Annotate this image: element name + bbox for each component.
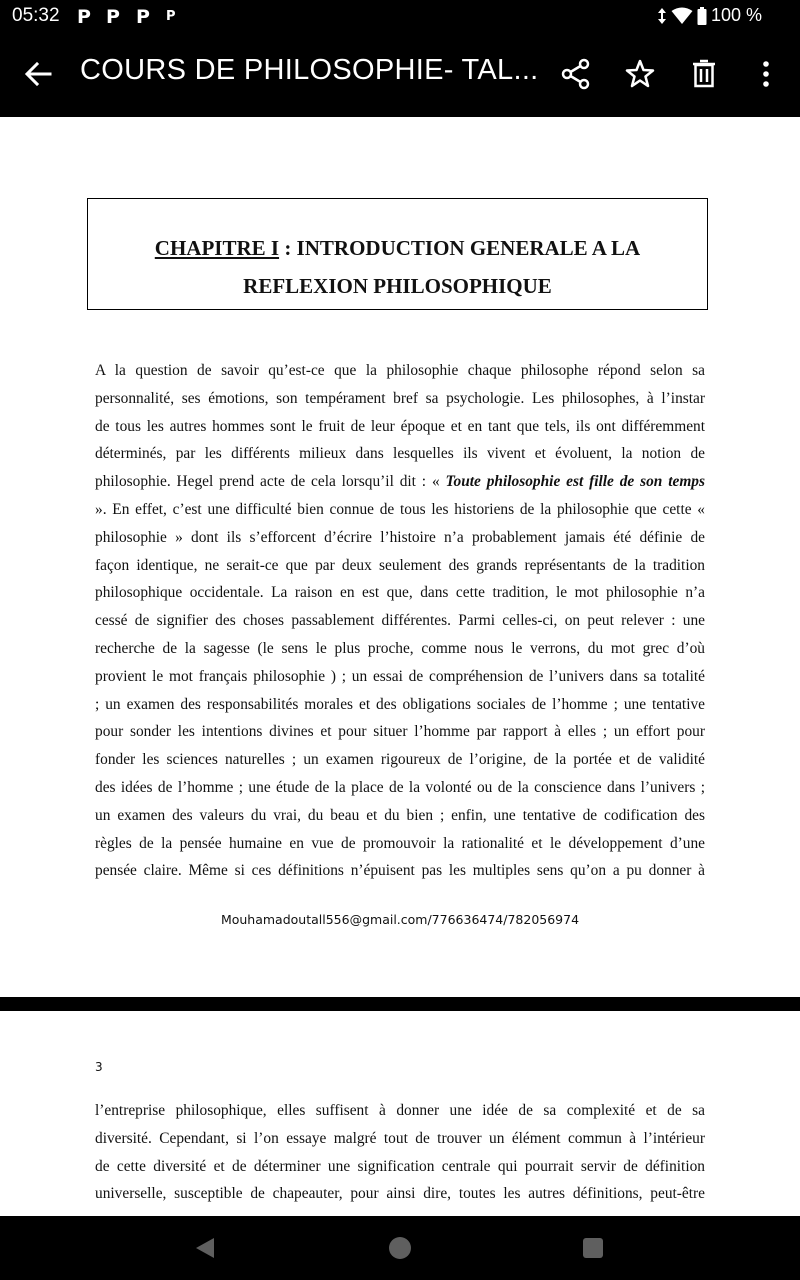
document-page[interactable]	[0, 117, 800, 997]
star-button[interactable]	[623, 57, 657, 91]
text-line: déterminés, par les différents milieux dans lesquelles ils vivent et évoluent, la notion de	[95, 445, 705, 463]
text-line: personnalité, ses émotions, son tempérament bref sa psychologie. Les philosophes, à l’instar	[95, 389, 705, 407]
share-icon	[559, 57, 593, 91]
body-paragraph	[95, 1097, 705, 1208]
more-vert-icon	[749, 57, 783, 91]
text-line: un examen des valeurs du vrai, du beau et du bien ; enfin, une tentative de codification des	[95, 806, 705, 824]
chapter-heading	[87, 198, 708, 310]
navigation-bar	[0, 1216, 800, 1280]
document-title: COURS DE PHILOSOPHIE- TAL...	[80, 54, 539, 86]
text-line: de tous les autres hommes sont le fruit de leur époque et en tant que tels, ils ont différemment	[95, 417, 705, 435]
star-icon	[623, 57, 657, 91]
delete-button[interactable]	[687, 57, 721, 91]
text-line: provient le mot français philosophie ) ; un essai de compréhension de l’univers dans sa totalité	[95, 667, 705, 685]
battery-icon	[697, 7, 707, 25]
page-number: 3	[95, 1060, 103, 1074]
text-line: pensée claire. Même si ces définitions n’épuisent pas les multiples sens qu’on a pu donner à	[95, 862, 705, 880]
text-line: pour sonder les intentions divines et pour situer l’homme par rapport à elles ; un effort pour	[95, 723, 705, 741]
text-line: façon identique, ne serait-ce que par deux seulement des grands représentants de la tradition	[95, 556, 705, 574]
nav-home-icon	[388, 1236, 412, 1260]
text-line: des idées de l’homme ; une étude de la place de la volonté ou de la conscience dans l’univers ;	[95, 778, 705, 796]
chapter-label: CHAPITRE I	[154, 236, 280, 260]
nav-recents-button[interactable]	[582, 1237, 604, 1259]
chapter-title: : INTRODUCTION GENERALE A LA	[279, 236, 641, 260]
nav-home-button[interactable]	[388, 1236, 412, 1260]
wifi-icon	[671, 7, 693, 25]
delete-icon	[687, 57, 721, 91]
notification-icon: P	[166, 9, 176, 24]
status-indicators	[657, 5, 762, 26]
text-line: philosophie » dont ils s’efforcent d’écrire l’histoire n’a probablement jamais été définie de	[95, 528, 705, 546]
document-page[interactable]	[0, 1011, 800, 1216]
text-line: ; un examen des responsabilités morales et des obligations sociales de l’homme ; une tentative	[95, 695, 705, 713]
data-arrows-icon	[657, 7, 667, 25]
hegel-quote: Toute philosophie est fille de son temps	[445, 473, 705, 491]
status-time: 05:32	[12, 5, 60, 26]
text-line: A la question de savoir qu’est-ce que la philosophie chaque philosophe répond selon sa	[95, 362, 705, 379]
app-bar	[0, 32, 800, 117]
page-footer-contact: Mouhamadoutall556@gmail.com/776636474/782056974	[220, 912, 580, 927]
status-bar	[0, 0, 800, 32]
notification-icon: P	[106, 6, 120, 28]
text-line: philosophie. Hegel prend acte de cela lorsqu’il dit : « Toute philosophie est fille de son temps	[95, 473, 705, 491]
share-button[interactable]	[559, 57, 593, 91]
text-line: universelle, susceptible de chapeauter, pour ainsi dire, toutes les autres définitions, peut-être	[95, 1185, 705, 1203]
text-line: diversité. Cependant, si l’on essaye malgré tout de trouver un élément commun à l’intérieur	[95, 1129, 705, 1147]
back-button[interactable]	[20, 56, 56, 92]
page-separator	[0, 997, 800, 1011]
notification-icon: P	[77, 6, 91, 28]
text-line: de cette diversité et de déterminer une signification centrale qui pourrait servir de définition	[95, 1157, 705, 1175]
text-line: cessé de signifier des choses passablement différentes. Parmi celles-ci, on peut relever : une	[95, 612, 705, 630]
more-options-button[interactable]	[749, 57, 783, 91]
text-line: fonder les sciences naturelles ; un examen rigoureux de l’origine, de la portée et de validité	[95, 751, 705, 769]
body-paragraph	[95, 357, 705, 885]
nav-recents-icon	[582, 1237, 604, 1259]
text-line: recherche de la sagesse (le sens le plus proche, comme nous le verrons, du mot grec d’où	[95, 639, 705, 657]
nav-back-icon	[190, 1236, 220, 1260]
battery-percent: 100 %	[710, 5, 762, 25]
text-line: règles de la pensée humaine en vue de promouvoir la rationalité et le développement d’une	[95, 834, 705, 852]
chapter-title-line2: REFLEXION PHILOSOPHIQUE	[243, 274, 552, 298]
notification-icon: P	[136, 6, 150, 28]
back-arrow-icon	[20, 56, 56, 92]
text-line: ». En effet, c’est une difficulté bien connue de tous les historiens de la philosophie que cette «	[95, 500, 705, 518]
text-line: philosophique occidentale. La raison en est que, dans cette tradition, le mot philosophie n’a	[95, 584, 705, 602]
nav-back-button[interactable]	[190, 1236, 220, 1260]
text-line: l’entreprise philosophique, elles suffisent à donner une idée de sa complexité et de sa	[95, 1102, 705, 1119]
